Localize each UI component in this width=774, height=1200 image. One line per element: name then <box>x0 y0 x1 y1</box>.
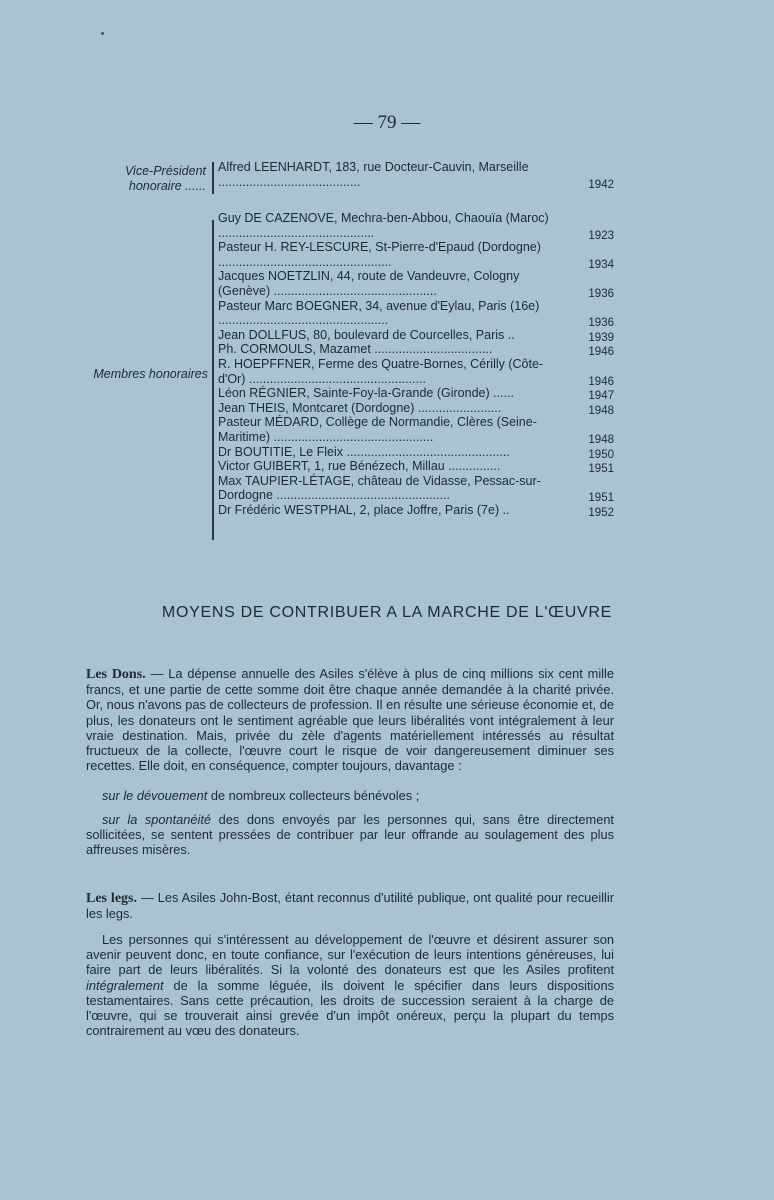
entry-text: Dr BOUTITIE, Le Fleix ............................................... <box>218 444 510 459</box>
entry-year: 1923 <box>588 229 614 242</box>
entry-text: Ph. CORMOULS, Mazamet .................................. <box>218 342 493 357</box>
list-item <box>218 474 614 503</box>
entry-text: Victor GUIBERT, 1, rue Bénézech, Millau ............... <box>218 459 501 474</box>
list-item <box>218 269 614 298</box>
dons-item-2-italic: sur la spontanéité <box>102 812 212 827</box>
list-item <box>218 459 614 474</box>
dons-item-1-text: de nombreux collecteurs bénévoles ; <box>207 788 420 803</box>
list-item <box>218 211 614 240</box>
entry-text: Pasteur H. REY-LESCURE, St-Pierre-d'Epaud (Dordogne) .................................................. <box>218 240 541 269</box>
entry-text: R. HOEPFFNER, Ferme des Quatre-Bornes, Cérilly (Côte-d'Or) ................................................... <box>218 356 544 386</box>
entry-year: 1939 <box>588 331 614 344</box>
entry-text: Jean DOLLFUS, 80, boulevard de Courcelles, Paris .. <box>218 327 515 342</box>
list-item <box>218 503 614 518</box>
entry-year: 1934 <box>588 258 614 271</box>
list-item <box>218 401 614 416</box>
brace-members <box>212 220 214 540</box>
entry-text: Alfred LEENHARDT, 183, rue Docteur-Cauvin, Marseille ......................................... <box>218 160 529 189</box>
dons-paragraph <box>86 666 614 773</box>
entry-year: 1951 <box>588 492 614 505</box>
section-title: MOYENS DE CONTRIBUER A LA MARCHE DE L'ŒUVRE <box>161 604 613 621</box>
entry-text: Léon RÉGNIER, Sainte-Foy-la-Grande (Gironde) ...... <box>218 386 514 401</box>
entry-text: Guy DE CAZENOVE, Mechra-ben-Abbou, Chaouïa (Maroc) ............................................. <box>218 211 549 240</box>
entry-year: 1936 <box>588 317 614 330</box>
entry-year: 1951 <box>588 463 614 476</box>
list-item <box>218 415 614 444</box>
entry-text: Pasteur Marc BOEGNER, 34, avenue d'Eylau, Paris (16e) ................................................. <box>218 298 540 328</box>
vice-president-label <box>70 164 206 194</box>
vice-president-label-line2: honoraire ...... <box>128 179 206 193</box>
members-list <box>218 211 614 517</box>
dons-text: — La dépense annuelle des Asiles s'élève à plus de cinq millions six cent mille francs, et une partie de cette somme doit être chaque année demandée à la charité privée. Or, nous n'avons pas de collecteurs de profession. Il en résulte une sérieuse économie et, de plus, les donateurs ont le sentiment agréable que leurs libéralités vont intégralement à leur vraie destination. Mais, privée du zèle d'agents matériellement intéressés au résultat fructueux de la collecte, l'œuvre court le risque de voir dangereusement diminuer ses recettes. Elle doit, en conséquence, compter toujours, davantage : <box>86 666 614 774</box>
page-number: — 79 — <box>353 112 421 133</box>
list-item <box>218 445 614 460</box>
speck <box>101 32 104 35</box>
entry-year: 1948 <box>588 433 614 446</box>
legs-text: — Les Asiles John-Bost, étant reconnus d'utilité publique, ont qualité pour recueillir les legs. <box>86 890 614 922</box>
entry-year: 1950 <box>588 448 614 461</box>
members-label: Membres honoraires <box>93 367 208 381</box>
legs-p2-a: Les personnes qui s'intéressent au développement de l'œuvre et désirent assurer son avenir peuvent donc, en toute confiance, sur l'exécution de leurs intentions généreuses, lui faire part de leurs libéralités. Si la volonté des donateurs est que les Asiles profitent <box>86 932 614 978</box>
entry-year: 1946 <box>588 375 614 388</box>
entry-year: 1952 <box>588 506 614 519</box>
brace-vice-president <box>212 162 214 194</box>
list-item <box>218 160 614 189</box>
entry-text: Jean THEIS, Montcaret (Dordogne) ........................ <box>218 400 502 415</box>
dons-item-2-text: des dons envoyés par les personnes qui, sans être directement sollicitées, se sentent pressées de contribuer par leur offrande au soulagement des plus affreuses misères. <box>86 812 614 858</box>
list-item <box>218 240 614 269</box>
vice-president-label-line1: Vice-Président <box>124 164 206 178</box>
legs-lead: Les legs. <box>86 891 137 906</box>
dons-lead: Les Dons. <box>86 667 146 682</box>
list-item <box>218 357 614 386</box>
entry-year: 1947 <box>588 390 614 403</box>
legs-p2-b: de la somme léguée, ils doivent le spécifier dans leurs dispositions testamentaires. Sans cette précaution, les droits de succession seraient à la charge de l'œuvre, qui se trouverait ainsi grevée d'un impôt onéreux, perçu la plupart du temps contrairement au vœu des donateurs. <box>86 977 614 1039</box>
entry-text: Pasteur MÉDARD, Collège de Normandie, Clères (Seine-Maritime) .............................................. <box>218 415 537 444</box>
dons-item-1-italic: sur le dévouement <box>102 788 208 803</box>
entry-text: Jacques NOETZLIN, 44, route de Vandeuvre, Cologny (Genève) ............................................... <box>218 269 520 298</box>
legs-paragraph-2 <box>86 932 614 1038</box>
dons-item-1 <box>86 788 614 803</box>
legs-p2-italic: intégralement <box>86 977 164 993</box>
entry-year: 1946 <box>588 346 614 359</box>
entry-year: 1948 <box>588 404 614 417</box>
legs-paragraph <box>86 890 614 921</box>
list-item <box>218 299 614 328</box>
list-item <box>218 328 614 343</box>
entry-year: 1942 <box>588 178 614 191</box>
list-item <box>218 386 614 401</box>
entry-text: Max TAUPIER-LÉTAGE, château de Vidasse, Pessac-sur-Dordogne .................................................. <box>218 473 541 503</box>
entry-text: Dr Frédéric WESTPHAL, 2, place Joffre, Paris (7e) .. <box>218 502 510 517</box>
entry-year: 1936 <box>588 287 614 300</box>
list-item <box>218 342 614 357</box>
vice-president-list <box>218 160 614 189</box>
dons-item-2 <box>86 812 614 858</box>
